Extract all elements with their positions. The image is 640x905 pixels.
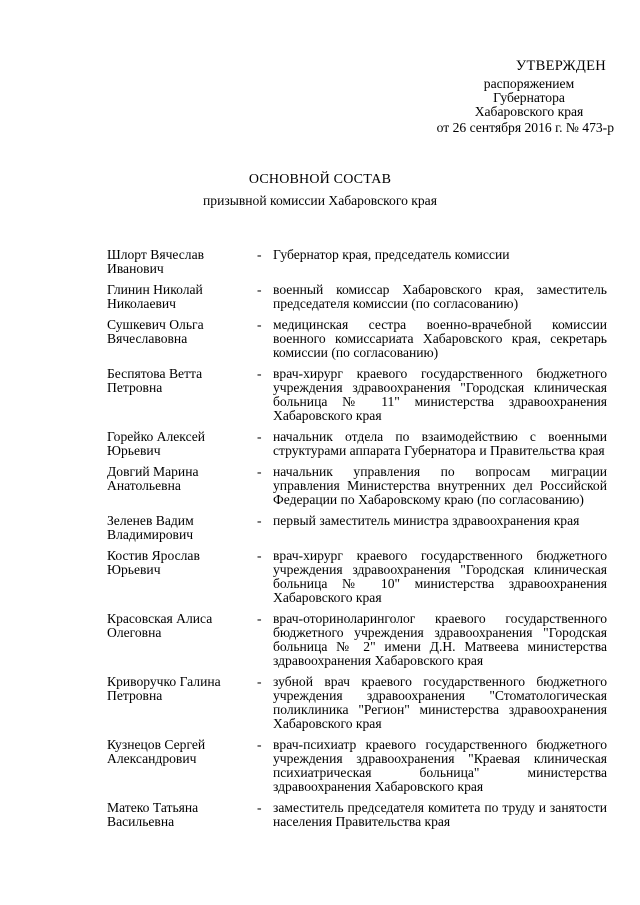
member-surname-given: Беспятова Ветта xyxy=(107,366,203,381)
member-dash: - xyxy=(257,464,262,479)
member-surname-given: Горейко Алексей xyxy=(107,429,206,444)
member-role: медицинская сестра военно-врачебной комиссии военного комиссариата Хабаровского края, секретарь комиссии (по согласованию) xyxy=(273,317,607,360)
member-row xyxy=(107,367,607,423)
member-surname-given: Сушкевич Ольга xyxy=(107,317,204,332)
member-dash: - xyxy=(257,611,262,626)
member-row xyxy=(107,675,607,731)
member-row xyxy=(107,248,607,276)
title-main: ОСНОВНОЙ СОСТАВ xyxy=(248,172,392,187)
member-name xyxy=(107,549,257,605)
member-row xyxy=(107,430,607,458)
member-role: врач-хирург краевого государственного бюджетного учреждения здравоохранения "Городская клиническая больница № 10" министерства здравоохранения Хабаровского края xyxy=(273,548,607,605)
member-surname-given: Костив Ярослав xyxy=(107,548,200,563)
member-dash: - xyxy=(257,800,262,815)
member-role: зубной врач краевого государственного бюджетного учреждения здравоохранения "Стоматологическая поликлиника "Регион" министерства здравоохранения Хабаровского края xyxy=(273,674,607,731)
member-dash: - xyxy=(257,674,262,689)
member-patronymic: Юрьевич xyxy=(107,562,161,577)
member-row xyxy=(107,738,607,794)
member-patronymic: Николаевич xyxy=(107,296,177,311)
member-name xyxy=(107,612,257,668)
approval-heading: УТВЕРЖДЕН xyxy=(515,58,606,74)
member-role: начальник отдела по взаимодействию с военными структурами аппарата Губернатора и Правительства края xyxy=(273,429,607,458)
member-patronymic: Олеговна xyxy=(107,625,162,640)
member-name xyxy=(107,675,257,731)
approval-date: от 26 сентября 2016 г. № 473-р xyxy=(436,120,614,135)
member-row xyxy=(107,465,607,507)
member-patronymic: Анатольевна xyxy=(107,478,181,493)
member-dash: - xyxy=(257,548,262,563)
member-dash: - xyxy=(257,366,262,381)
member-dash: - xyxy=(257,737,262,752)
member-name xyxy=(107,430,257,458)
member-surname-given: Красовская Алиса xyxy=(107,611,213,626)
member-row xyxy=(107,612,607,668)
member-patronymic: Васильевна xyxy=(107,814,175,829)
approval-line-1: распоряжением xyxy=(483,76,575,91)
member-row xyxy=(107,801,607,829)
member-role: военный комиссар Хабаровского края, заместитель председателя комиссии (по согласованию) xyxy=(273,282,607,311)
member-surname-given: Зеленев Вадим xyxy=(107,513,194,528)
member-name xyxy=(107,318,257,360)
member-role: врач-психиатр краевого государственного бюджетного учреждения здравоохранения "Краевая клиническая психиатрическая больница" министерства здравоохранения Хабаровского края xyxy=(273,737,607,794)
approval-block xyxy=(374,59,614,135)
member-row xyxy=(107,514,607,542)
member-name xyxy=(107,514,257,542)
member-role: Губернатор края, председатель комиссии xyxy=(273,247,510,262)
member-name xyxy=(107,248,257,276)
member-dash: - xyxy=(257,513,262,528)
member-name xyxy=(107,367,257,423)
member-surname-given: Шлорт Вячеслав xyxy=(107,247,205,262)
member-row xyxy=(107,318,607,360)
member-patronymic: Владимирович xyxy=(107,527,194,542)
member-dash: - xyxy=(257,282,262,297)
member-surname-given: Криворучко Галина xyxy=(107,674,221,689)
title-sub: призывной комиссии Хабаровского края xyxy=(203,193,437,208)
member-surname-given: Довгий Марина xyxy=(107,464,199,479)
member-dash: - xyxy=(257,429,262,444)
member-name xyxy=(107,465,257,507)
member-patronymic: Вячеславовна xyxy=(107,331,188,346)
member-name xyxy=(107,283,257,311)
member-dash: - xyxy=(257,317,262,332)
member-role: врач-оториноларинголог краевого государственного бюджетного учреждения здравоохранения "Городская больница № 2" имени Д.Н. Матвеева министерства здравоохранения Хабаровского края xyxy=(273,611,607,668)
member-role: заместитель председателя комитета по труду и занятости населения Правительства края xyxy=(273,800,607,829)
members-list xyxy=(107,248,607,836)
member-role: врач-хирург краевого государственного бюджетного учреждения здравоохранения "Городская клиническая больница № 11" министерства здравоохранения Хабаровского края xyxy=(273,366,607,423)
member-role: начальник управления по вопросам миграции управления Министерства внутренних дел Российской Федерации по Хабаровскому краю (по согласованию) xyxy=(273,464,607,507)
member-surname-given: Матеко Татьяна xyxy=(107,800,199,815)
member-patronymic: Петровна xyxy=(107,380,163,395)
member-patronymic: Юрьевич xyxy=(107,443,161,458)
approval-line-2: Губернатора xyxy=(493,90,565,105)
member-patronymic: Иванович xyxy=(107,261,164,276)
member-name xyxy=(107,738,257,794)
member-surname-given: Кузнецов Сергей xyxy=(107,737,206,752)
member-name xyxy=(107,801,257,829)
approval-line-3: Хабаровского края xyxy=(474,104,584,119)
member-patronymic: Александрович xyxy=(107,751,197,766)
member-role: первый заместитель министра здравоохранения края xyxy=(273,513,580,528)
member-row xyxy=(107,283,607,311)
member-dash: - xyxy=(257,247,262,262)
member-row xyxy=(107,549,607,605)
member-surname-given: Глинин Николай xyxy=(107,282,203,297)
member-patronymic: Петровна xyxy=(107,688,163,703)
